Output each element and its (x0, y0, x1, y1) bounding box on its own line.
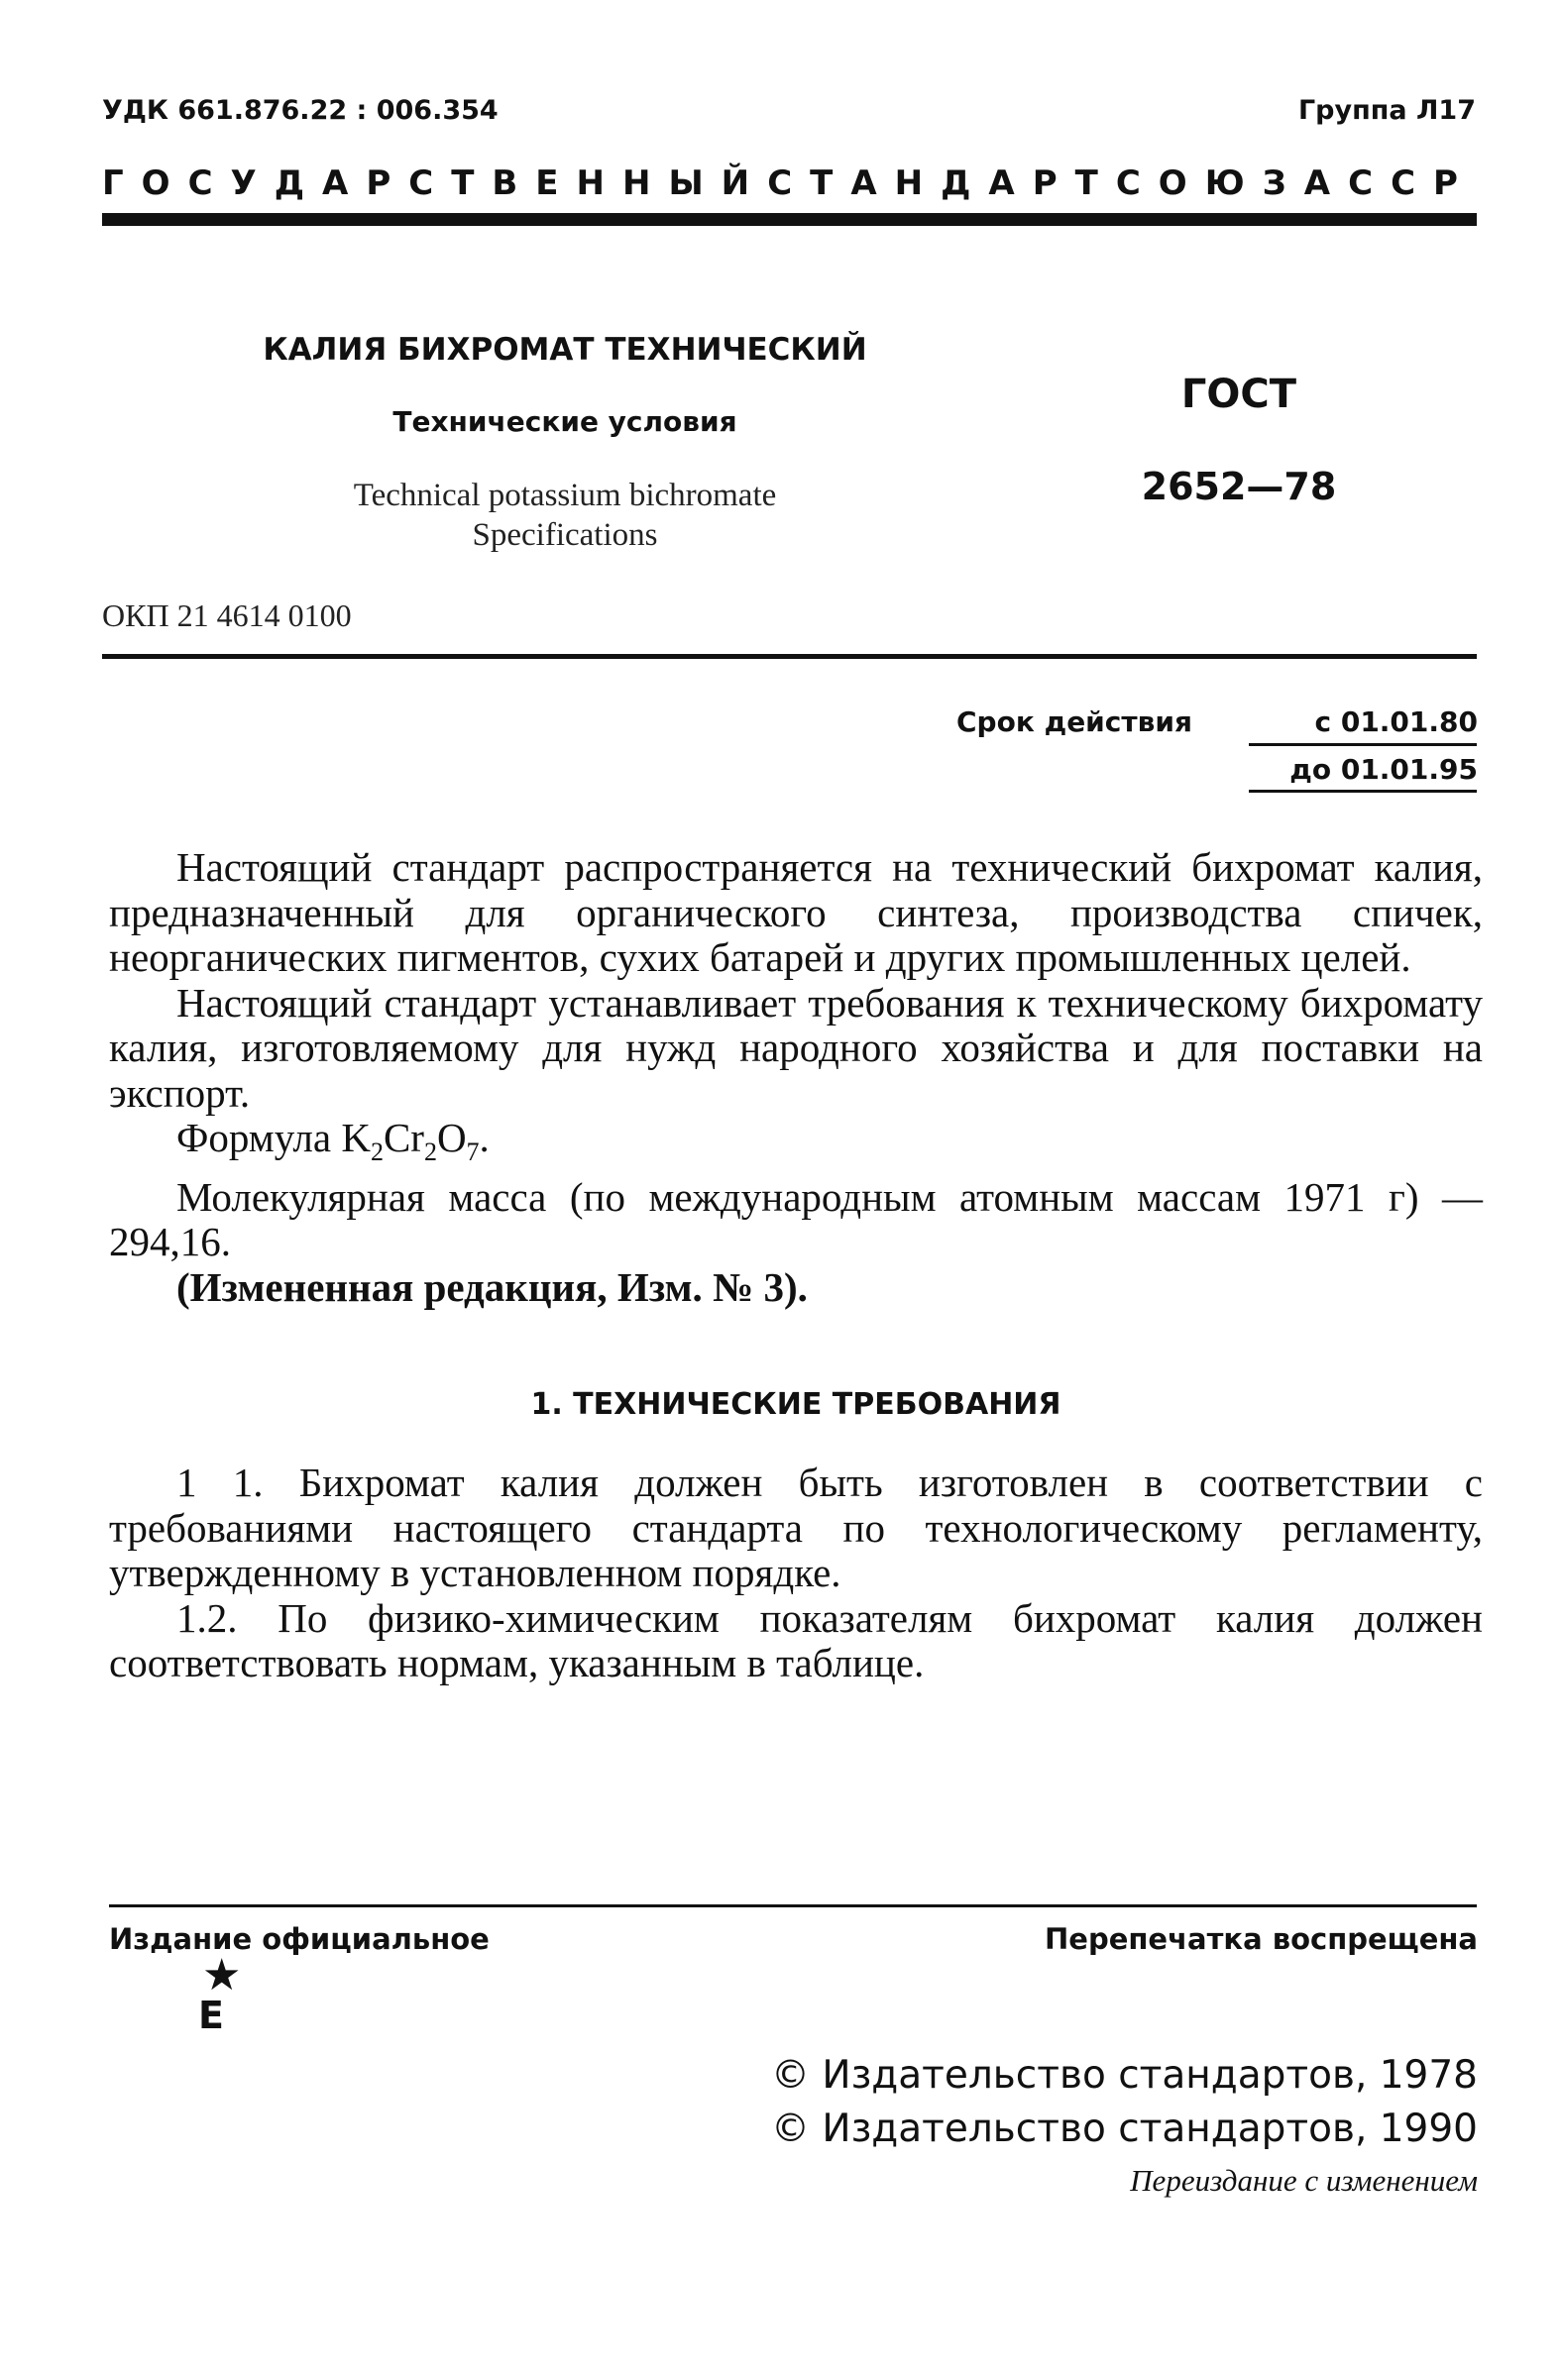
reprint-prohibited: Перепечатка воспрещена (1045, 1922, 1478, 1956)
english-title (228, 476, 902, 555)
intro-text (109, 845, 1483, 1310)
gost-number: 2652—78 (1141, 465, 1337, 508)
title-rule (102, 654, 1477, 659)
item-1-1: 1 1. Бихромат калия должен быть изготовлен в соответствии с требованиями настоящего стандарта по технологическому регламенту, утвержденному в установленном порядке. (109, 1460, 1483, 1595)
section1-text (109, 1460, 1483, 1686)
header-word-union: СОЮЗА (1115, 163, 1349, 203)
gost-block (1120, 372, 1358, 508)
validity-to: до 01.01.95 (1289, 753, 1478, 786)
state-standard-header (102, 163, 1476, 203)
header-word-standard: СТАНДАРТ (767, 163, 1116, 203)
header-word-ussr: ССР (1348, 163, 1476, 203)
header-word-state: ГОСУДАРСТВЕННЫЙ (102, 163, 768, 203)
document-subtitle: Технические условия (392, 405, 737, 438)
document-title: КАЛИЯ БИХРОМАТ ТЕХНИЧЕСКИЙ (263, 332, 867, 368)
footer-rule (109, 1904, 1477, 1907)
okp-code: ОКП 21 4614 0100 (102, 597, 352, 633)
validity-from: с 01.01.80 (1314, 705, 1478, 738)
reissue-note: Переиздание с изменением (1130, 2163, 1478, 2198)
group-code: Группа Л17 (1297, 95, 1476, 126)
validity-rule-1 (1249, 743, 1477, 746)
molecular-mass: Молекулярная масса (по международным атомным массам 1971 г) — 294,16. (109, 1173, 1483, 1265)
copyright-1990: © Издательство стандартов, 1990 (771, 2107, 1478, 2151)
copyright-1978: © Издательство стандартов, 1978 (771, 2053, 1478, 2098)
star-icon: ★ (202, 1950, 242, 2001)
gost-label: ГОСТ (1180, 372, 1297, 417)
official-edition: Издание официальное (109, 1922, 490, 1956)
english-title-line2: Specifications (472, 517, 658, 553)
formula-line: Формула $K_2Cr_2O_7$. (176, 1115, 490, 1167)
title-block (228, 332, 902, 555)
amendment-note: (Измененная редакция, Изм. № 3). (176, 1263, 808, 1310)
english-title-line1: Technical potassium bichromate (353, 478, 777, 513)
header-rule (102, 213, 1477, 226)
paragraph-requirements: Настоящий стандарт устанавливает требования к техническому бихромату калия, изготовляемому для нужд народного хозяйства и для поставки на экспорт. (109, 979, 1483, 1116)
section-heading: 1. ТЕХНИЧЕСКИЕ ТРЕБОВАНИЯ (530, 1387, 1061, 1422)
validity-rule-2 (1249, 790, 1477, 793)
e-mark: Е (198, 1994, 224, 2037)
item-1-2: 1.2. По физико-химическим показателям бихромат калия должен соответствовать нормам, указанным в таблице. (109, 1594, 1483, 1685)
paragraph-scope: Настоящий стандарт распространяется на технический бихромат калия, предназначенный для органического синтеза, производства спичек, неорганических пигментов, сухих батарей и других промышленных целей. (109, 844, 1483, 980)
udk-code: УДК 661.876.22 : 006.354 (102, 95, 499, 126)
validity-label: Срок действия (956, 705, 1192, 738)
